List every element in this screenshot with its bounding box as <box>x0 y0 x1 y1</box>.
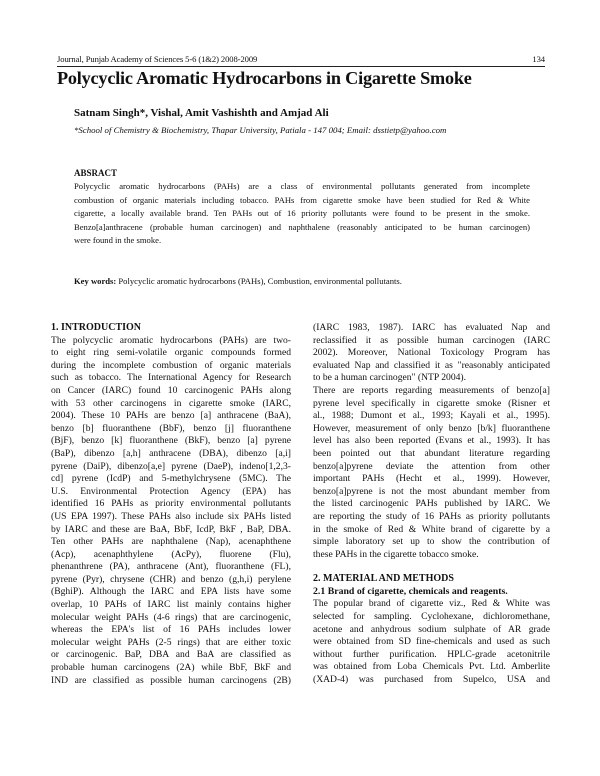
body-line: The popular brand of cigarette viz., Red & White was <box>313 598 550 610</box>
body-line: U.S. Environmental Protection Agency (EPA) has <box>51 485 291 497</box>
paragraph-gap <box>313 561 550 573</box>
body-line: molecular weight PAHs (2-5 rings) that are either toxic <box>51 636 291 648</box>
body-line: Ten other PAHs are naphthalene (Nap), acenaphthene <box>51 536 291 548</box>
keywords-text: Polycyclic aromatic hydrocarbons (PAHs), Combustion, environmental pollutants. <box>116 276 402 286</box>
keywords-label: Key words: <box>74 276 117 286</box>
body-line: probable human carcinogens (2A) while BbF, BkF and <box>51 662 291 674</box>
body-line: are reporting the study of 16 PAHs as priority pollutants <box>313 510 550 522</box>
body-line: whereas the EPA's list of 16 PAHs includes lower <box>51 624 291 636</box>
body-line: evaluated Nap and classified it as "reasonably anticipated <box>313 359 550 371</box>
journal-citation: Journal, Punjab Academy of Sciences 5-6 (1&2) 2008-2009 <box>57 54 258 64</box>
right-column <box>313 322 550 687</box>
body-line: (Acp), acenaphthylene (AcPy), fluorene (Flu), <box>51 548 291 560</box>
body-line: 2004). These 10 PAHs are benzo [a] anthracene (BaA), <box>51 410 291 422</box>
body-line: pyrene level specifically in cigarette smoke (Risner et <box>313 397 550 409</box>
body-line: pyrene (Pyr), chrysene (CHR) and benzo (g,h,i) perylene <box>51 573 291 585</box>
body-line: However, measurement of only benzo [b/k] fluoranthene <box>313 422 550 434</box>
page-number: 134 <box>532 54 545 64</box>
author-list: Satnam Singh*, Vishal, Amit Vashishth and Amjad Ali <box>74 107 329 119</box>
body-line: level has also been reported (Evans et al., 1993). It has <box>313 435 550 447</box>
body-line: during the incomplete combustion of organic materials <box>51 359 291 371</box>
body-line: by IARC and these are BaA, BbF, IcdP, BkF , BaP, DBA. <box>51 523 291 535</box>
body-line: benzo[a]pyrene deviate the attention from other <box>313 460 550 472</box>
body-line: without further purification. HPLC-grade acetonitrile <box>313 648 550 660</box>
body-line: reclassified it as possible human carcinogen (IARC <box>313 334 550 346</box>
abstract-heading: ABSRACT <box>74 168 118 178</box>
body-line: al., 1988; Dumont et al., 1993; Kayali et al., 1995). <box>313 410 550 422</box>
body-line: were obtained from SD fine-chemicals and used as such <box>313 636 550 648</box>
body-line: been pointed out that abundant literature regarding <box>313 447 550 459</box>
body-line: benzo [b] fluoranthene (BbF), benzo [j] fluoranthene <box>51 422 291 434</box>
body-line: cd] pyrene (IcdP) and 5-methylchrysene (5MC). The <box>51 473 291 485</box>
body-line: selected for sampling. Cyclohexane, dichloromethane, <box>313 611 550 623</box>
body-line: 2002). Moreover, National Toxicology Program has <box>313 347 550 359</box>
body-line: molecular weight PAHs (4-6 rings) that are carcinogenic, <box>51 611 291 623</box>
body-line: to eight ring semi-volatile organic compounds formed <box>51 347 291 359</box>
body-line: these PAHs in the cigarette tobacco smoke. <box>313 548 479 560</box>
body-line: such as tobacco. The International Agency for Research <box>51 372 291 384</box>
paper-title: Polycyclic Aromatic Hydrocarbons in Cigarette Smoke <box>57 68 472 88</box>
body-line: important PAHs (Hecht et al., 1999). However, <box>313 473 550 485</box>
body-line: on Cancer (IARC) found 10 carcinogenic PAHs along <box>51 384 291 396</box>
body-line: in the smoke of Red & White brand of cigarette by a <box>313 523 550 535</box>
body-line: (BjF), benzo [k] fluoranthene (BkF), benzo [a] pyrene <box>51 435 291 447</box>
body-line: (BghiP). Although the IARC and EPA lists have some <box>51 586 291 598</box>
body-line: to be a human carcinogen" (NTP 2004). <box>313 372 467 384</box>
abstract-line: combustion of organic materials including tobacco. PAHs from cigarette smoke have been studied for Red & White <box>74 194 530 205</box>
body-line: (BaP), dibenzo [a,h] anthracene (DBA), dibenzo [a,i] <box>51 447 291 459</box>
body-line: simple laboratory set up to show the contribution of <box>313 536 550 548</box>
body-line: (IARC 1983, 1987). IARC has evaluated Nap and <box>313 322 550 333</box>
body-line: acetone and anhydrous sodium sulphate of AR grade <box>313 623 550 635</box>
author-affiliation: *School of Chemistry & Biochemistry, Thapar University, Patiala - 147 004; Email: dsstietp@yahoo.com <box>74 125 447 135</box>
body-line: There are reports regarding measurements of benzo[a] <box>313 384 550 396</box>
abstract-body <box>74 180 530 248</box>
body-line: with 53 other carcinogens in cigarette smoke (IARC, <box>51 397 291 409</box>
abstract-line: Polycyclic aromatic hydrocarbons (PAHs) are a class of environmental pollutants generated from incomplete <box>74 181 530 191</box>
running-header <box>57 54 545 66</box>
body-line: the listed carcinogenic PAHs published by IARC. We <box>313 498 550 510</box>
keywords <box>74 276 402 286</box>
body-line: or carcinogenic. BaP, DBA and BaA are classified as <box>51 649 291 661</box>
body-line: benzo[a]pyrene is not the most abundant member from <box>313 485 550 497</box>
body-line: was obtained from Loba Chemicals Pvt. Ltd. Amberlite <box>313 661 550 673</box>
left-column <box>51 322 291 687</box>
section-heading-introduction: 1. INTRODUCTION <box>51 322 142 333</box>
body-line: identified 16 PAHs as priority environmental pollutants <box>51 498 291 510</box>
body-line: (US EPA 1997). These PAHs also include six PAHs listed <box>51 510 291 522</box>
body-line: The polycyclic aromatic hydrocarbons (PAHs) are two- <box>51 334 291 346</box>
body-line: pyrene (DaiP), dibenzo[a,e] pyrene (DaeP), indeno[1,2,3- <box>51 460 291 472</box>
abstract-line: Benzo[a]anthracene (probable human carcinogen) and naphthalene (reasonably anticipated to be human carcinogen) <box>74 221 530 232</box>
body-line: overlap, 10 PAHs of IARC list mainly contains higher <box>51 599 291 611</box>
body-line: phenanthrene (PA), anthracene (Ant), fluoranthene (FL), <box>51 561 291 573</box>
body-line: IND are classified as possible human carcinogens (2B) <box>51 674 291 686</box>
abstract-line: cigarette, a locally available brand. Ten PAHs out of 16 priority pollutants were found to be present in the smoke. <box>74 208 530 218</box>
section-heading-methods: 2. MATERIAL AND METHODS <box>313 573 454 585</box>
abstract-line: were found in the smoke. <box>74 235 162 245</box>
subsection-heading: 2.1 Brand of cigarette, chemicals and reagents. <box>313 585 508 597</box>
body-line: (XAD-4) was purchased from Supelco, USA and <box>313 674 550 686</box>
header-rule <box>57 66 545 67</box>
